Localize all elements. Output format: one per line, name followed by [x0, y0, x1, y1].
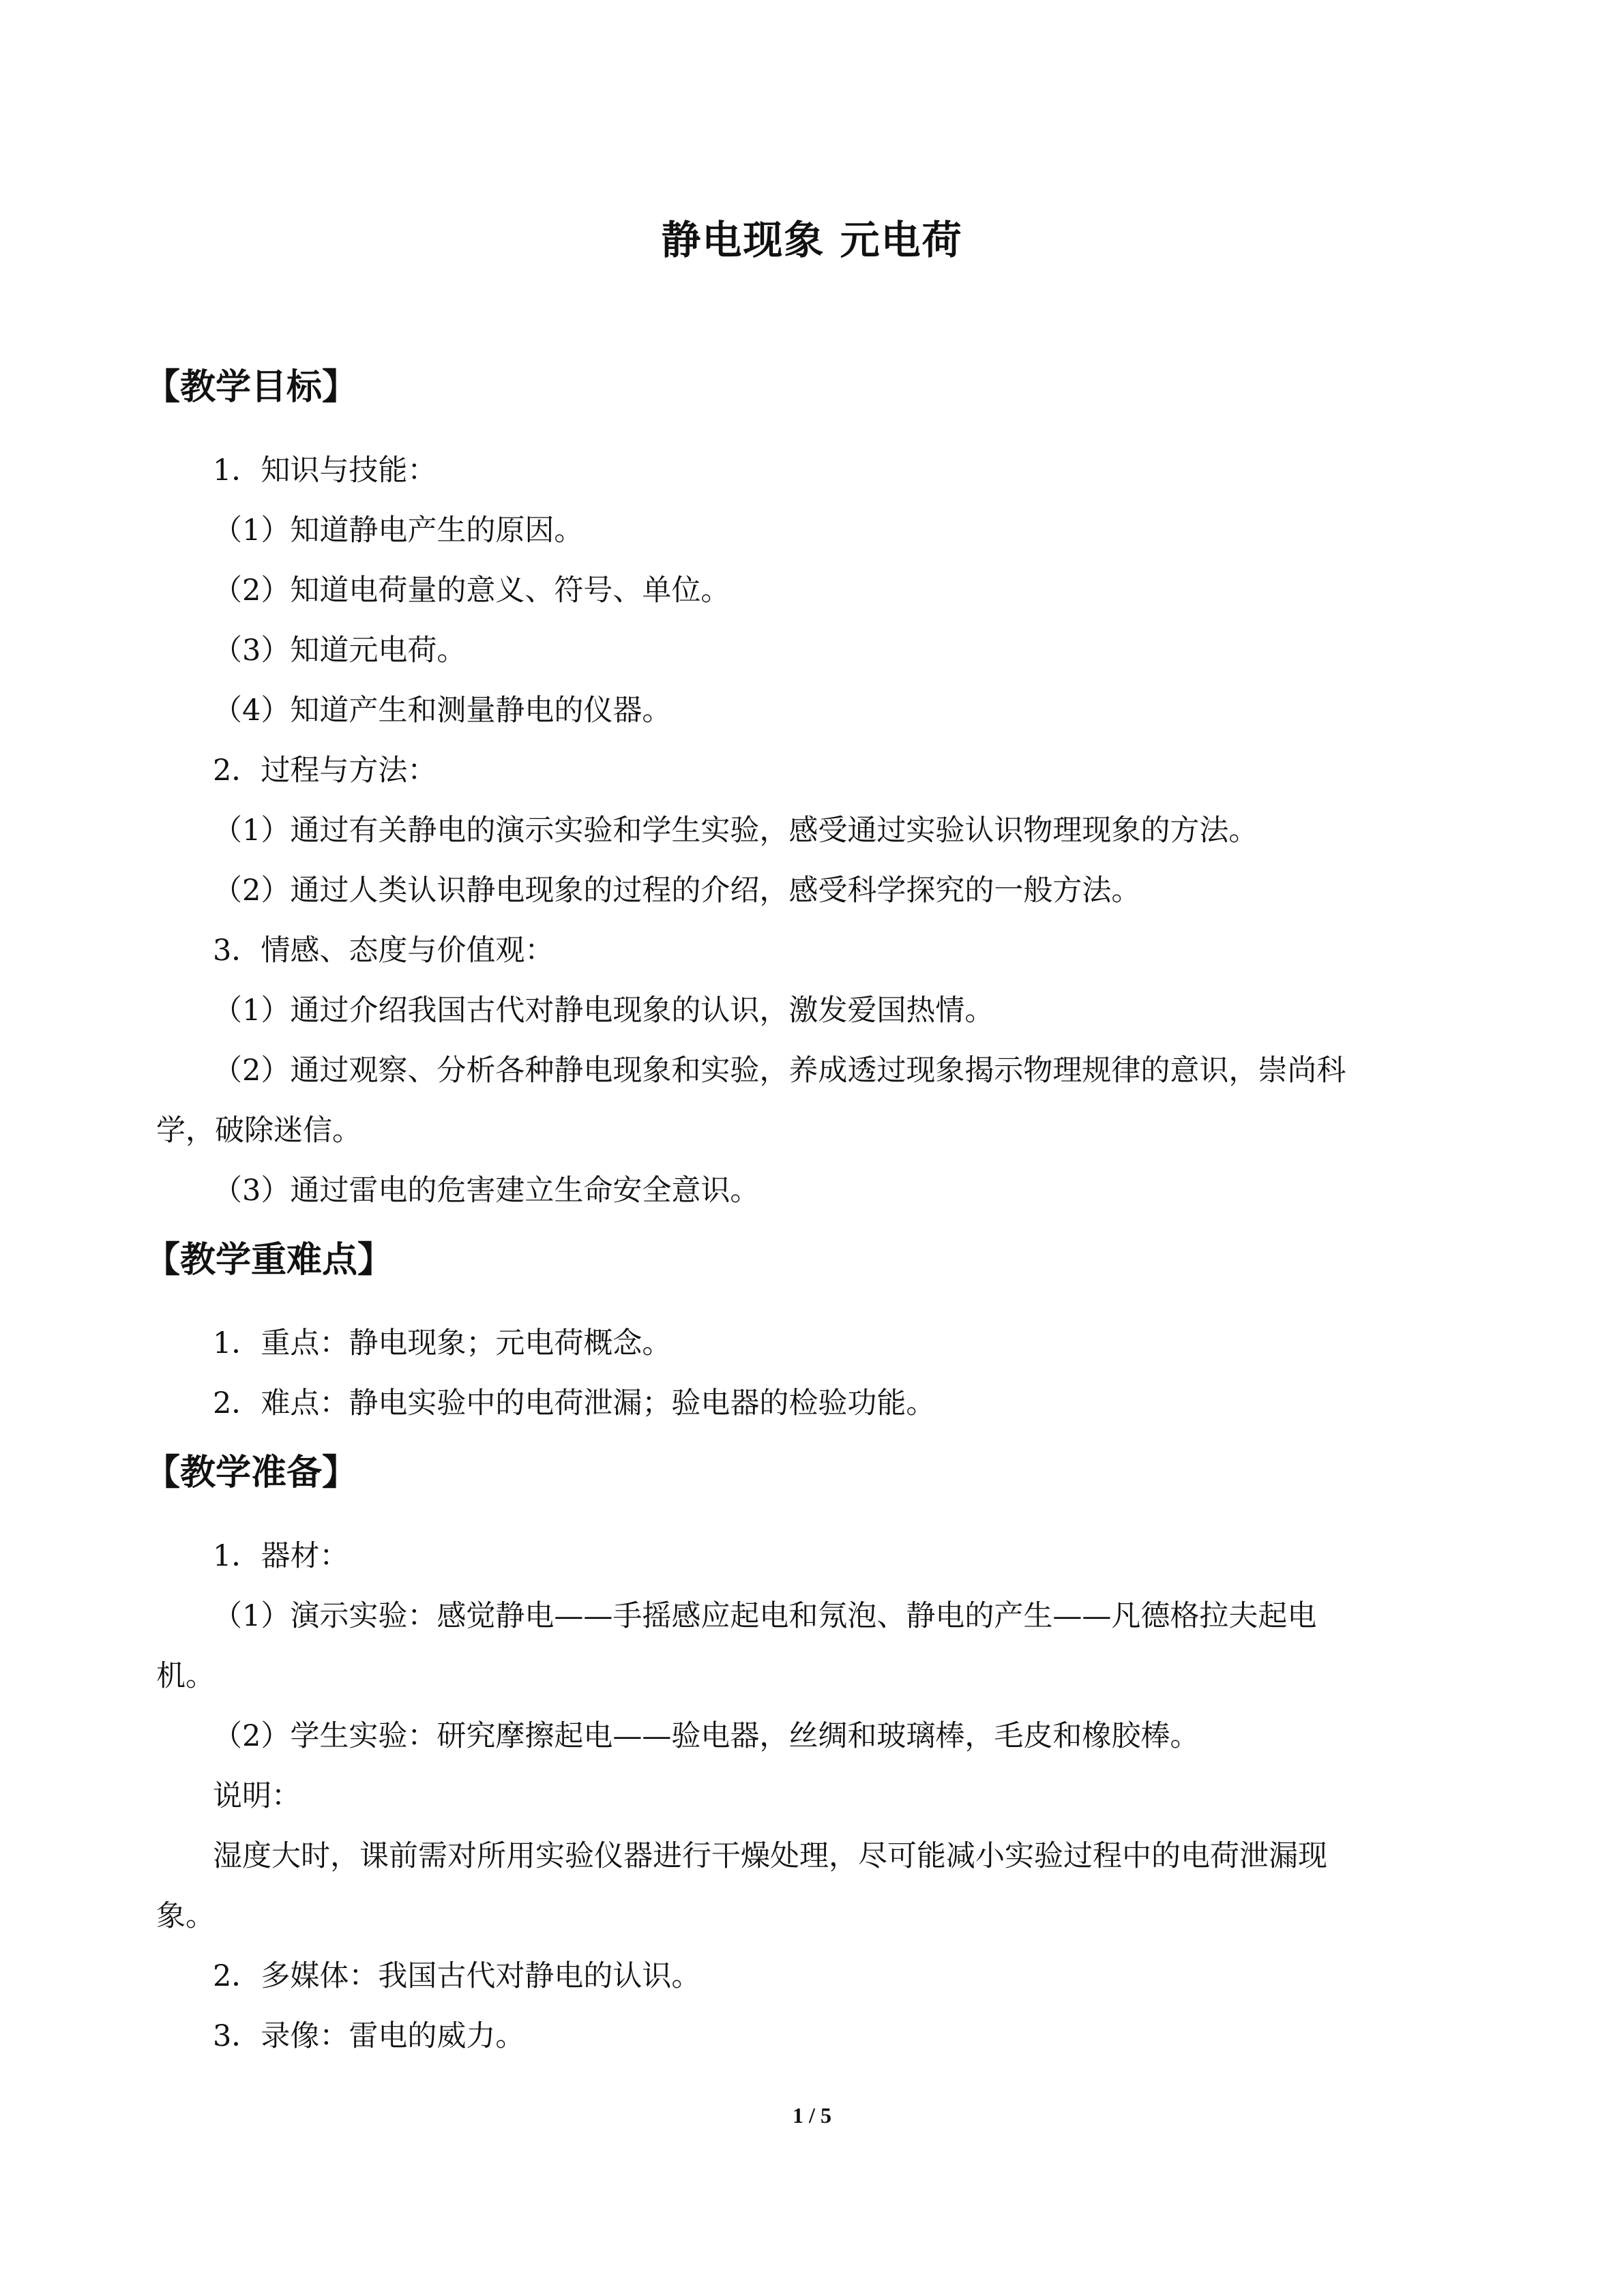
objectives-emotion-item: （3）通过雷电的危害建立生命安全意识。	[213, 1174, 760, 1208]
preparation-student-item: （2）学生实验：研究摩擦起电——验电器，丝绸和玻璃棒，毛皮和橡胶棒。	[213, 1719, 1200, 1753]
section-heading-objectives: 【教学目标】	[145, 366, 358, 408]
key-point-item: 2．难点：静电实验中的电荷泄漏；验电器的检验功能。	[213, 1386, 936, 1420]
objectives-knowledge-item: （1）知道静电产生的原因。	[213, 513, 584, 548]
objectives-emotion-item: （2）通过观察、分析各种静电现象和实验，养成透过现象揭示物理规律的意识，崇尚科	[213, 1054, 1346, 1088]
objectives-process-item: （2）通过人类认识静电现象的过程的介绍，感受科学探究的一般方法。	[213, 874, 1141, 908]
objectives-emotion-label: 3．情感、态度与价值观：	[213, 934, 555, 968]
preparation-multimedia-item: 2．多媒体：我国古代对静电的认识。	[213, 1959, 701, 1993]
preparation-note-text: 湿度大时，课前需对所用实验仪器进行干燥处理，尽可能减小实验过程中的电荷泄漏现	[213, 1839, 1327, 1873]
key-point-item: 1．重点：静电现象；元电荷概念。	[213, 1326, 672, 1360]
objectives-emotion-item: （1）通过介绍我国古代对静电现象的认识，激发爱国热情。	[213, 994, 994, 1028]
objectives-knowledge-item: （3）知道元电荷。	[213, 633, 467, 668]
preparation-video-item: 3．录像：雷电的威力。	[213, 2019, 525, 2053]
page-title: 静电现象 元电荷	[661, 217, 963, 263]
preparation-demo-continuation: 机。	[156, 1659, 215, 1693]
objectives-process-label: 2．过程与方法：	[213, 754, 437, 788]
objectives-knowledge-item: （4）知道产生和测量静电的仪器。	[213, 694, 672, 728]
preparation-equipment-label: 1．器材：	[213, 1539, 349, 1573]
objectives-emotion-item-continuation: 学，破除迷信。	[156, 1114, 361, 1148]
objectives-process-item: （1）通过有关静电的演示实验和学生实验，感受通过实验认识物理现象的方法。	[213, 814, 1258, 848]
page-number: 1 / 5	[793, 2103, 831, 2128]
section-heading-key-points: 【教学重难点】	[145, 1239, 394, 1281]
preparation-note-continuation: 象。	[156, 1899, 215, 1933]
section-heading-preparation: 【教学准备】	[145, 1452, 358, 1493]
preparation-note-label: 说明：	[213, 1779, 301, 1813]
preparation-demo-item: （1）演示实验：感觉静电——手摇感应起电和氖泡、静电的产生——凡德格拉夫起电	[213, 1599, 1317, 1633]
objectives-knowledge-label: 1．知识与技能：	[213, 453, 437, 488]
objectives-knowledge-item: （2）知道电荷量的意义、符号、单位。	[213, 573, 730, 608]
